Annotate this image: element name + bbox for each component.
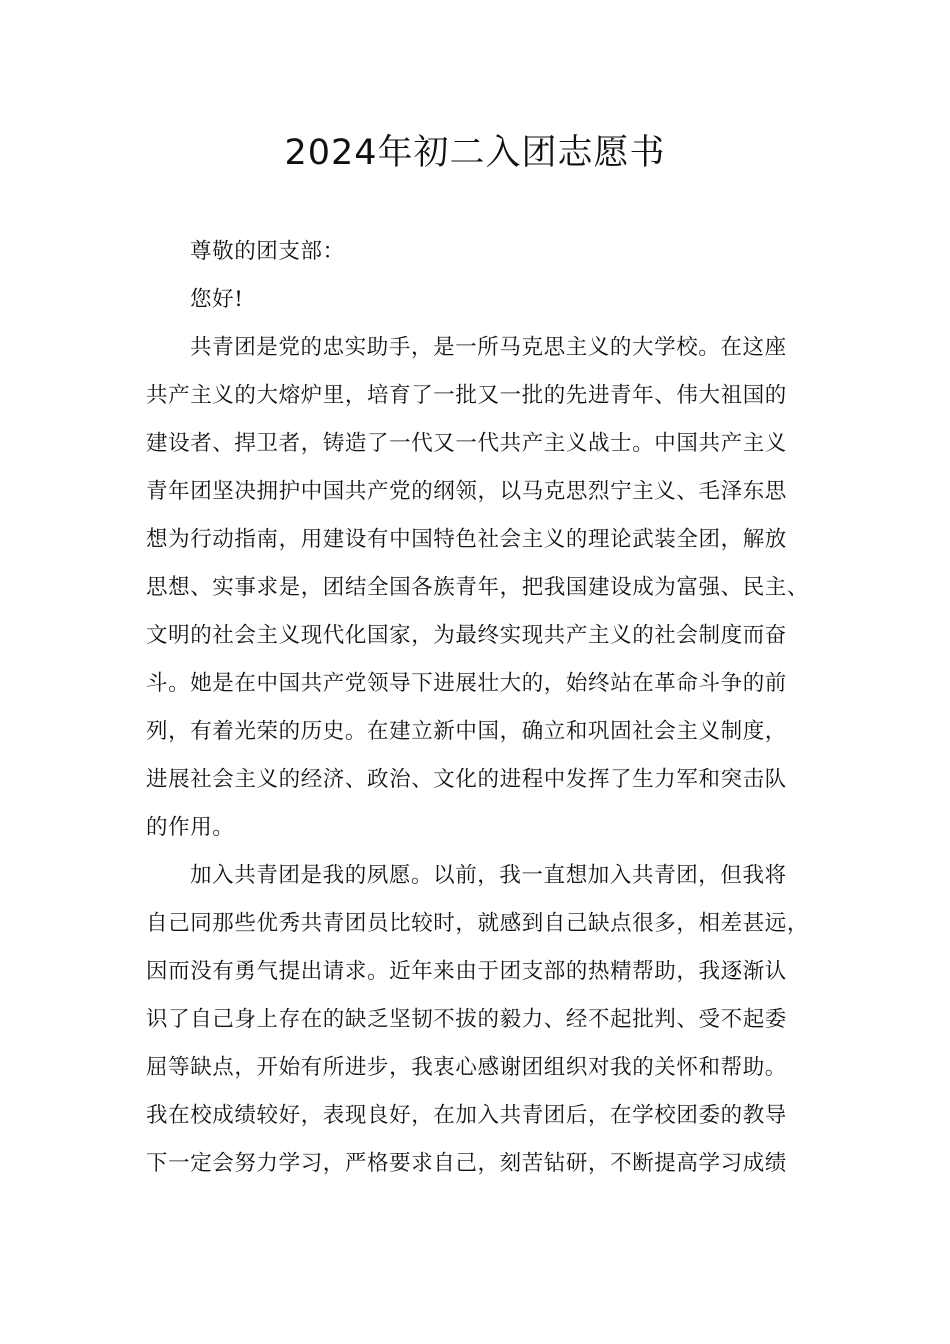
paragraph-line: 进展社会主义的经济、政治、文化的进程中发挥了生力军和突击队: [146, 767, 787, 792]
paragraph-line: 斗。她是在中国共产党领导下进展壮大的，始终站在革命斗争的前: [146, 671, 787, 696]
salutation: 尊敬的团支部：: [190, 239, 345, 264]
paragraph-line: 共产主义的大熔炉里，培育了一批又一批的先进青年、伟大祖国的: [146, 383, 787, 408]
greeting: 您好!: [190, 287, 244, 312]
paragraph-line: 下一定会努力学习，严格要求自己，刻苦钻研，不断提高学习成绩: [146, 1151, 787, 1176]
paragraph-line: 的作用。: [146, 815, 235, 840]
paragraph-line: 屈等缺点，开始有所进步，我衷心感谢团组织对我的关怀和帮助。: [146, 1055, 787, 1080]
paragraph-line: 青年团坚决拥护中国共产党的纲领，以马克思烈宁主义、毛泽东思: [146, 479, 787, 504]
document-title: 2024年初二入团志愿书: [284, 133, 666, 173]
paragraph-line: 识了自己身上存在的缺乏坚韧不拔的毅力、经不起批判、受不起委: [146, 1007, 787, 1032]
paragraph-line: 列，有着光荣的历史。在建立新中国，确立和巩固社会主义制度，: [146, 719, 787, 744]
paragraph-line: 因而没有勇气提出请求。近年来由于团支部的热精帮助，我逐渐认: [146, 959, 787, 984]
paragraph-line: 思想、实事求是，团结全国各族青年，把我国建设成为富强、民主、: [146, 575, 810, 600]
paragraph-line: 文明的社会主义现代化国家，为最终实现共产主义的社会制度而奋: [146, 623, 787, 648]
document-body: [146, 228, 826, 1188]
paragraph-line: 共青团是党的忠实助手，是一所马克思主义的大学校。在这座: [190, 335, 787, 360]
paragraph-1: [146, 324, 826, 852]
paragraph-line: 加入共青团是我的夙愿。以前，我一直想加入共青团，但我将: [190, 863, 787, 888]
paragraph-line: 自己同那些优秀共青团员比较时，就感到自己缺点很多，相差甚远，: [146, 911, 810, 936]
paragraph-line: 建设者、捍卫者，铸造了一代又一代共产主义战士。中国共产主义: [146, 431, 787, 456]
paragraph-2: [146, 852, 826, 1188]
paragraph-line: 想为行动指南，用建设有中国特色社会主义的理论武装全团，解放: [146, 527, 787, 552]
paragraph-line: 我在校成绩较好，表现良好，在加入共青团后，在学校团委的教导: [146, 1103, 787, 1128]
